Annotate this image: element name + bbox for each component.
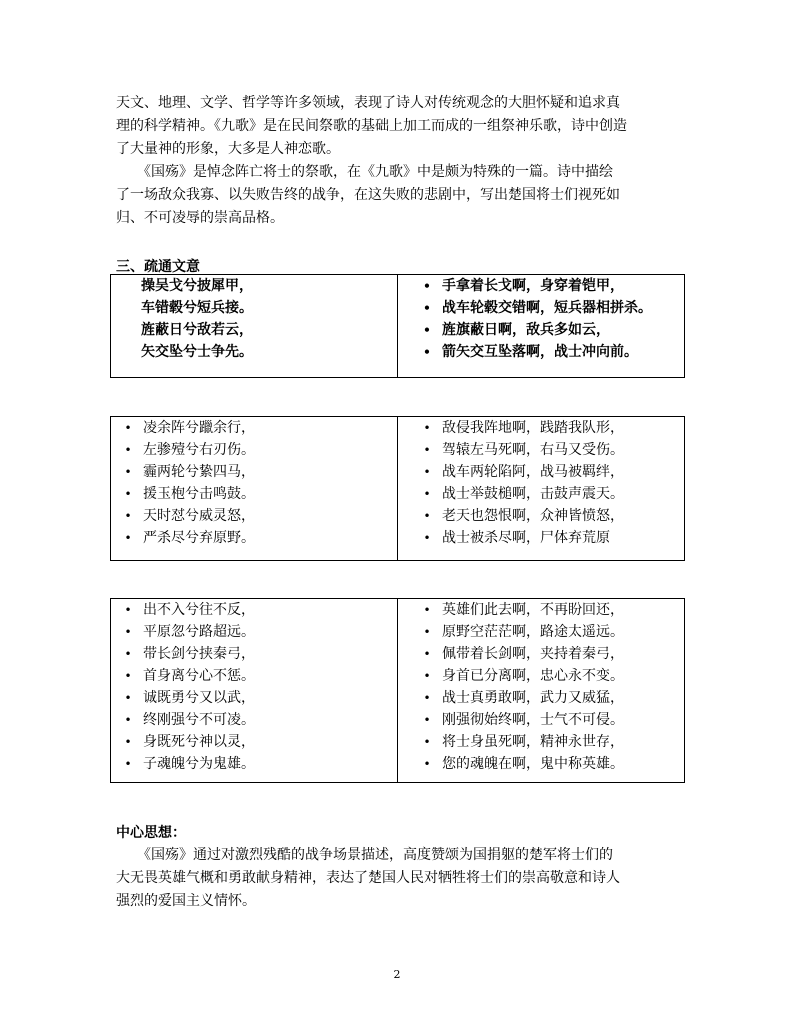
translation-cell xyxy=(398,417,685,561)
central-idea-paragraph xyxy=(116,844,684,913)
translation-line: • 手拿着长戈啊，身穿着铠甲， xyxy=(398,275,684,297)
translation-line: • 敌侵我阵地啊，践踏我队形， xyxy=(398,417,684,439)
original-line: • 援玉枹兮击鸣鼓。 xyxy=(111,483,397,505)
original-line: • 终刚强兮不可凌。 xyxy=(111,709,397,731)
page-number: 2 xyxy=(393,968,401,981)
bullet-icon: • xyxy=(423,509,431,523)
text-line: 了一场敌众我寡、以失败告终的战争，在这失败的悲剧中，写出楚国将士们视死如 xyxy=(116,187,620,203)
bullet-icon: • xyxy=(124,625,132,639)
translation-line: • 战士被杀尽啊，尸体弃荒原 xyxy=(398,527,684,549)
translation-line: • 战车两轮陷阿，战马被羁绊， xyxy=(398,461,684,483)
text-line: 了大量神的形象，大多是人神恋歌。 xyxy=(116,141,340,157)
original-line: • 天时怼兮威灵怒， xyxy=(111,505,397,527)
bullet-icon: • xyxy=(423,713,431,727)
bullet-icon: • xyxy=(124,647,132,661)
translation-line: • 驾辕左马死啊，右马又受伤。 xyxy=(398,439,684,461)
bullet-icon: • xyxy=(423,279,431,293)
bullet-icon: • xyxy=(124,669,132,683)
original-line: • 首身离兮心不惩。 xyxy=(111,665,397,687)
translation-line: • 身首已分离啊，忠心永不变。 xyxy=(398,665,684,687)
translation-line: • 将士身虽死啊，精神永世存， xyxy=(398,731,684,753)
section-heading: 三、疏通文意 xyxy=(116,259,200,275)
translation-cell xyxy=(398,599,685,783)
original-line: 操吴戈兮披犀甲， xyxy=(141,278,253,294)
translation-table-1 xyxy=(110,274,685,378)
original-line: • 带长剑兮挟秦弓， xyxy=(111,643,397,665)
bullet-icon: • xyxy=(124,691,132,705)
translation-cell xyxy=(398,275,685,378)
bullet-icon: • xyxy=(124,465,132,479)
bullet-icon: • xyxy=(423,735,431,749)
translation-line: • 老天也怨恨啊，众神皆愤怒， xyxy=(398,505,684,527)
original-text-cell xyxy=(111,275,398,378)
bullet-icon: • xyxy=(423,345,431,359)
original-line: • 子魂魄兮为鬼雄。 xyxy=(111,753,397,775)
bullet-icon: • xyxy=(423,625,431,639)
bullet-icon: • xyxy=(423,443,431,457)
original-line: • 身既死兮神以灵， xyxy=(111,731,397,753)
bullet-icon: • xyxy=(423,669,431,683)
translation-line: • 您的魂魄在啊，鬼中称英雄。 xyxy=(398,753,684,775)
original-line: • 诚既勇兮又以武， xyxy=(111,687,397,709)
translation-line: • 刚强彻始终啊，士气不可侵。 xyxy=(398,709,684,731)
translation-line: • 英雄们此去啊，不再盼回还， xyxy=(398,599,684,621)
translation-line: • 战士真勇敢啊，武力又威猛， xyxy=(398,687,684,709)
bullet-icon: • xyxy=(124,487,132,501)
translation-line: • 战车轮毂交错啊，短兵器相拼杀。 xyxy=(398,297,684,319)
bullet-icon: • xyxy=(124,509,132,523)
bullet-icon: • xyxy=(124,603,132,617)
translation-table-3 xyxy=(110,598,685,783)
bullet-icon: • xyxy=(423,465,431,479)
text-line: 理的科学精神。《九歌》是在民间祭歌的基础上加工而成的一组祭神乐歌，诗中创造 xyxy=(116,118,627,134)
original-text-cell xyxy=(111,599,398,783)
bullet-icon: • xyxy=(124,531,132,545)
bullet-icon: • xyxy=(423,647,431,661)
bullet-icon: • xyxy=(423,487,431,501)
bullet-icon: • xyxy=(423,421,431,435)
bullet-icon: • xyxy=(124,421,132,435)
bullet-icon: • xyxy=(423,603,431,617)
bullet-icon: • xyxy=(124,735,132,749)
translation-line: • 原野空茫茫啊，路途太遥远。 xyxy=(398,621,684,643)
bullet-icon: • xyxy=(423,691,431,705)
translation-line: • 旌旗蔽日啊，敌兵多如云， xyxy=(398,319,684,341)
translation-line: • 佩带着长剑啊，夹持着秦弓， xyxy=(398,643,684,665)
original-line: 矢交坠兮士争先。 xyxy=(141,344,253,360)
bullet-icon: • xyxy=(124,713,132,727)
original-line: 旌蔽日兮敌若云， xyxy=(141,322,253,338)
original-line: • 左骖殪兮右刃伤。 xyxy=(111,439,397,461)
text-line: 强烈的爱国主义情怀。 xyxy=(116,893,256,909)
central-idea-heading: 中心思想： xyxy=(116,825,186,841)
translation-line: • 箭矢交互坠落啊，战士冲向前。 xyxy=(398,341,684,363)
intro-paragraph xyxy=(116,92,684,161)
text-line: 归、不可凌辱的崇高品格。 xyxy=(116,210,284,226)
text-line: 《国殇》是悼念阵亡将士的祭歌，在《九歌》中是颇为特殊的一篇。诗中描绘 xyxy=(116,164,613,180)
original-text-cell xyxy=(111,417,398,561)
original-line: • 严杀尽兮弃原野。 xyxy=(111,527,397,549)
original-line: • 平原忽兮路超远。 xyxy=(111,621,397,643)
original-line: • 凌余阵兮躐余行， xyxy=(111,417,397,439)
original-line: • 出不入兮往不反， xyxy=(111,599,397,621)
translation-table-2 xyxy=(110,416,685,561)
text-line: 天文、地理、文学、哲学等许多领域，表现了诗人对传统观念的大胆怀疑和追求真 xyxy=(116,95,620,111)
original-line: • 霾两轮兮絷四马， xyxy=(111,461,397,483)
bullet-icon: • xyxy=(124,757,132,771)
bullet-icon: • xyxy=(423,531,431,545)
bullet-icon: • xyxy=(423,323,431,337)
bullet-icon: • xyxy=(124,443,132,457)
guoshang-paragraph xyxy=(116,161,684,230)
original-line: 车错毂兮短兵接。 xyxy=(141,300,253,316)
bullet-icon: • xyxy=(423,301,431,315)
text-line: 《国殇》通过对激烈残酷的战争场景描述，高度赞颂为国捐躯的楚军将士们的 xyxy=(116,847,613,863)
text-line: 大无畏英雄气概和勇敢献身精神，表达了楚国人民对牺牲将士们的崇高敬意和诗人 xyxy=(116,870,620,886)
translation-line: • 战士举鼓槌啊，击鼓声震天。 xyxy=(398,483,684,505)
bullet-icon: • xyxy=(423,757,431,771)
